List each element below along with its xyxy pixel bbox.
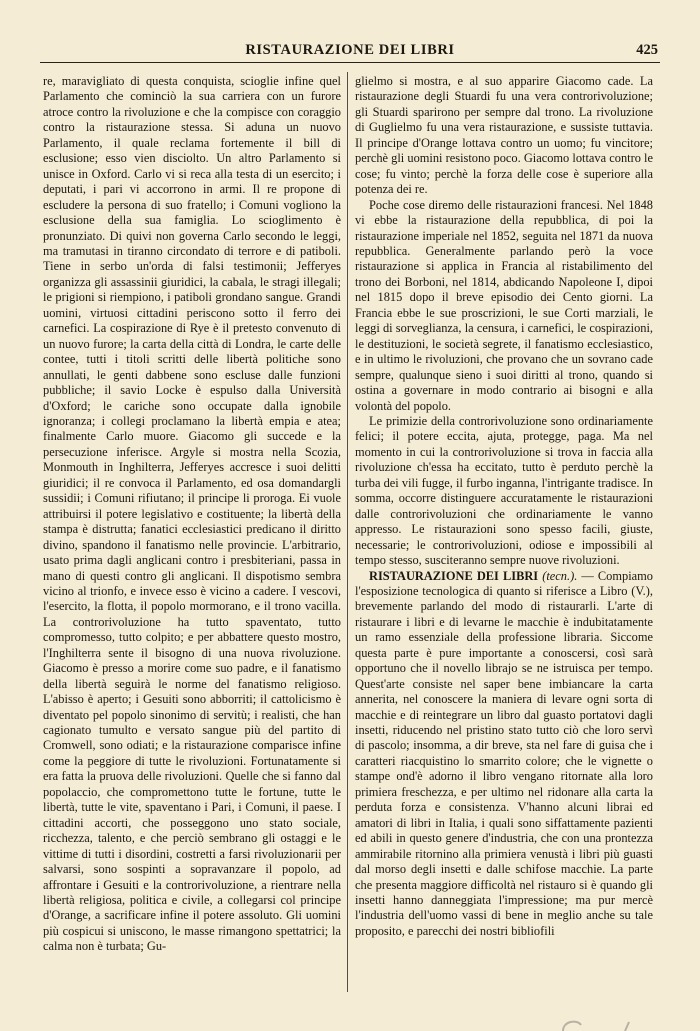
- watermark-fragment: [555, 1016, 675, 1031]
- right-column: [355, 74, 653, 1004]
- entry-tag: (tecn.).: [542, 568, 578, 583]
- cropped-watermark: [555, 1016, 675, 1031]
- entry-headword: RISTAURAZIONE DEI LIBRI: [369, 568, 539, 583]
- page-number: 425: [636, 42, 658, 58]
- entry-text: — Compiamo l'esposizione tecnologica di quanto si riferisce a Libro (V.), brevemente parlando del modo di ristaurarli. L'arte di ristaurare i libri e di levarne le macchie è indubitatamente un ramo essenziale della professione libraria. Siccome questa parte è pure importante a conoscersi, così sarà opportuno che il novello librajo se ne istruisca per tempo. Quest'arte consiste nel saper bene imbiancare la carta annerita, nel conoscere la maniera di levare ogni sorta di macchie e di reintegrare un libro dal guasto portatovi dagli insetti, riducendo nel pristino stato tutto ciò che loro servì di pascolo; insomma, a dir breve, sta nel fare di guisa che i caratteri riacquistino lo smarrito colore; che le vignette o stampe ond'è adorno il libro vengano ritornate alla loro primiera freschezza, e per ultimo nel ridonare alla carta la perduta forza e consistenza. V'hanno alcuni librai ed amatori di libri in Italia, i quali sono siffattamente pazienti ed abili in questo genere d'industria, che con una prontezza ammirabile ritornino alla primiera venustà i libri più guasti dal morso degli insetti e dalle schifose macchie. La parte che presenta maggiore difficoltà nel ristauro si è quando gli insetti hanno danneggiata l'impressione; ma pur mercè l'industria dell'uomo vassi di bene in meglio anche su tale proposito, e parecchi dei nostri bibliofili: [355, 568, 653, 938]
- paragraph: Le primizie della controrivoluzione sono ordinariamente felici; il potere eccita, ajuta, protegge, paga. Ma nel momento in cui la controrivoluzione si trova in faccia alla rivoluzione ch'essa ha eccitato, tutto è perduto perchè la turba dei vili fugge, il furbo inganna, l'intrigante tradisce. In somma, occorre distinguere accuratamente le ristaurazioni dalle controrivoluzioni che ordinariamente le vanno appresso. Le ristaurazioni sono spesso facili, giuste, necessarie; le controrivoluzioni, odiose e impossibili al tempo stesso, susciteranno sempre nuove rivoluzioni.: [355, 413, 653, 568]
- page-header: [40, 36, 660, 63]
- left-column: [43, 74, 341, 1004]
- paragraph: glielmo si mostra, e al suo apparire Giacomo cade. La ristaurazione degli Stuardi fu una vera controrivoluzione; gli Stuardi sparirono per sempre dal trono. La rivoluzione di Guglielmo fu una vera ristaurazione, e sussiste tuttavia. Il principe d'Orange lottava contro un uomo; fu vincitore; perchè gli uomini resistono poco. Giacomo lottava contro le cose; fu vinto; perchè la forza delle cose è superiore alla potenza dei re.: [355, 74, 653, 197]
- dictionary-entry: [355, 569, 653, 940]
- running-head: RISTAURAZIONE DEI LIBRI: [245, 42, 455, 58]
- paragraph: Poche cose diremo delle ristaurazioni francesi. Nel 1848 vi ebbe la ristaurazione della repubblica, di poi la ristaurazione imperiale nel 1852, seguita nel 1871 da nuova repubblica. Generalmente parlando però la voce ristaurazione si applica in Francia al ristabilimento del trono dei Borboni, nel 1814, abdicando Napoleone I, dipoi nel 1815 dopo il breve episodio dei Cento giorni. La Francia ebbe le sue proscrizioni, le sue Corti marziali, le leggi di sorveglianza, la censura, i carnefici, le cospirazioni, le destituzioni, le società segrete, il fanatismo ecclesiastico, e in ultimo le rivoluzioni, che provano che un sovrano cade sempre, qualunque sieno i suoi diritti al trono, quando si ostina a governare in modo contrario ai bisogni e alla volontà del popolo.: [355, 197, 653, 413]
- paragraph: re, maravigliato di questa conquista, scioglie infine quel Parlamento che cominciò la sua carriera con un furore atroce contro la rivoluzione e che la compisce con coraggio contro la ristaurazione stessa. Si aduna un nuovo Parlamento, il quale reclama fortemente il bill di esclusione; esso vien disciolto. Un altro Parlamento si unisce in Oxford. Carlo vi si reca alla testa di un esercito; i deputati, i pari vi accorrono in armi. Il re propone di escludere la persona di suo fratello; i Comuni vogliono la esclusione della sua famiglia. Lo scioglimento è pronunziato. Di quivi non governa Carlo secondo le leggi, ma tramutasi in tiranno circondato di terrore e di patiboli. Tiene in serbo un'orda di falsi testimonii; Jefferyes organizza gli assassinii giuridici, la cabala, le stragi illegali; le prigioni si riempiono, i patiboli grondano sangue. Grandi uomini, virtuosi cittadini periscono sotto il ferro dei carnefici. La cospirazione di Rye è il pretesto convenuto di un nuovo furore; la carta della città di Londra, le carte delle contee, tutti i titoli scritti delle libertà politiche sono annullati, le genti dabbene sono escluse dalle funzioni pubbliche; il savio Locke è espulso dalla Università d'Oxford; le cariche sono occupate dalla ignobile ignoranza; i collegi proclamano la libertà empia e atea; finalmente Carlo muore. Giacomo gli succede e la persecuzione inferisce. Argyle si mostra nella Scozia, Monmouth in Inghilterra, Jefferyes accresce i suoi delitti giuridici; il re convoca il Parlamento, ed osa domandargli sussidii; i Comuni rifiutano; il principe li proroga. Ei vuole attribuirsi il potere legislativo e costituente; la libertà della stampa è distrutta; fanatici ecclesiastici predicano il diritto divino, spandono il fanatismo nelle provincie. L'arbitrario, usato prima dagli anglicani contro i presbiteriani, passa in mano di questi contro gli anglicani. Il dispotismo sembra vicino al trionfo, e invece esso è vicino a cadere. I vescovi, l'esercito, la flotta, il popolo mormorano, e il trono vacilla. La controrivoluzione ha tutto spaventato, tutto compromesso, tutto colpito; e per abbattere questo mostro, l'Inghilterra sente il bisogno di una nuova rivoluzione. Giacomo è presso a morire come suo padre, e il fanatismo della libertà seguirà le norme del fanatismo religioso. L'abisso è aperto; i Gesuiti sono abborriti; il cattolicismo è diventato pel popolo sinonimo di servitù; i realisti, che han cagionato tumulto e versato sangue più del partito di Cromwell, sono odiati; e la ristaurazione comparisce infine come la peggiore di tutte le rivoluzioni. Fortunatamente si era fatta la pruova delle rivoluzioni. Quelle che si fanno dal popolaccio, che compromettono tutte le fortune, tutte le libertà, tutte le vite, spaventano i Pari, i Comuni, il paese. I cittadini accorti, che posseggono uno stato sociale, ricchezza, talento, e che perciò sembrano gli ostaggi e le vittime di tutti i disordini, costretti a farsi rivoluzionarii per salvarsi, sono sospinti a sopravanzare il popolo, ad affrontare i Gesuiti e la controrivoluzione, a rientrare nella libertà religiosa, politica e civile, a collegarsi col principe d'Orange, a sacrificare infine il potere assoluto. Gli uomini più cospicui si uniscono, le masse rimangono spettatrici; la calma non è turbata; Gu-: [43, 74, 341, 954]
- column-divider: [347, 72, 348, 992]
